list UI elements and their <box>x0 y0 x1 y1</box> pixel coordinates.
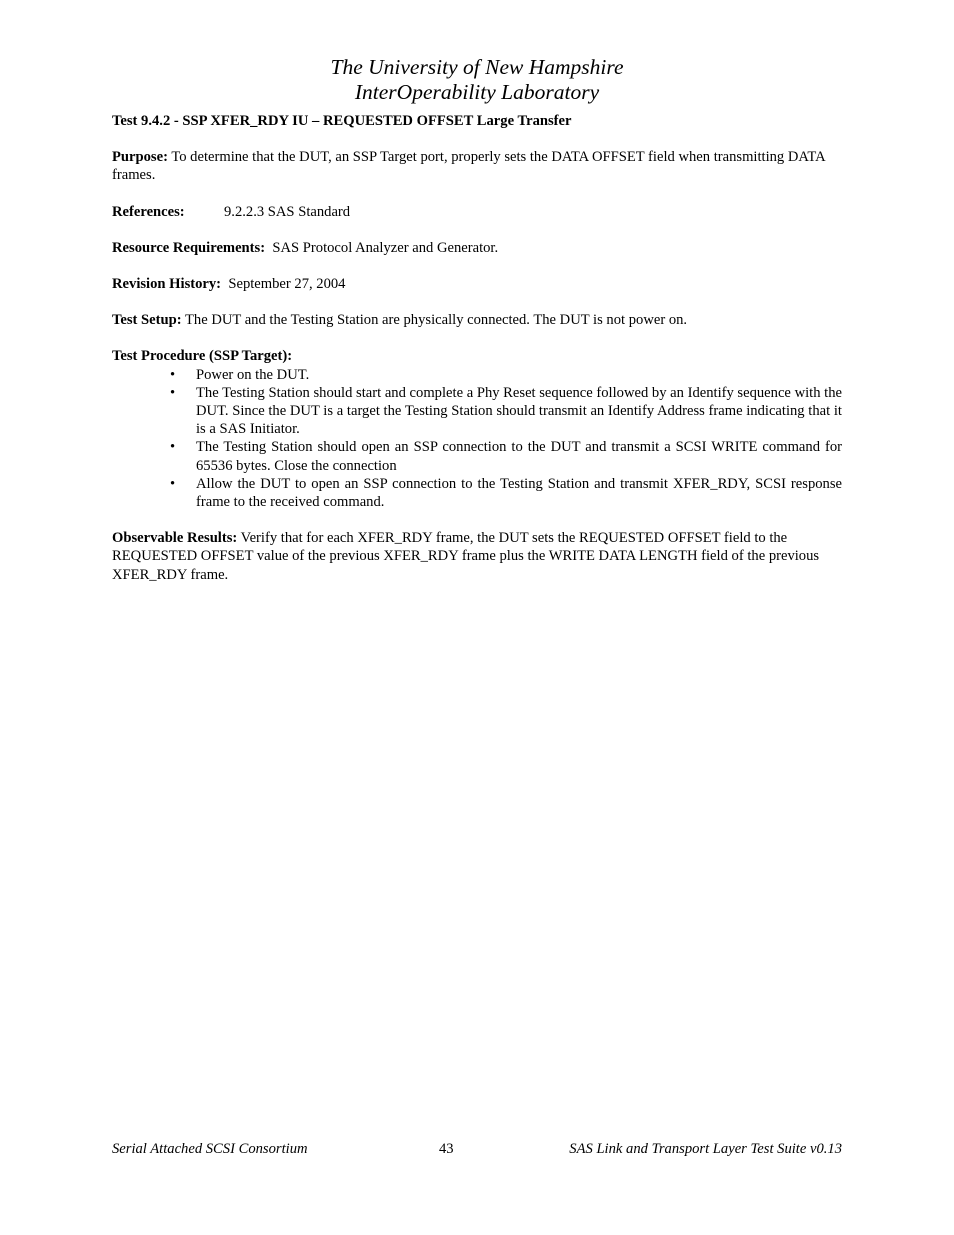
header-lab: InterOperability Laboratory <box>354 80 600 104</box>
results-section <box>112 529 842 584</box>
procedure-step <box>112 366 842 384</box>
procedure-heading: Test Procedure (SSP Target): <box>112 348 293 365</box>
procedure-step <box>112 438 842 474</box>
setup-section <box>112 311 842 329</box>
header-institution: The University of New Hampshire <box>330 55 624 79</box>
test-title: Test 9.4.2 - SSP XFER_RDY IU – REQUESTED OFFSET Large Transfer <box>112 113 572 129</box>
page-header <box>0 55 954 105</box>
purpose-section <box>112 148 842 184</box>
page-footer <box>112 1140 842 1160</box>
resources-text: SAS Protocol Analyzer and Generator. <box>265 239 499 256</box>
bullet-icon: • <box>170 439 176 456</box>
purpose-text: To determine that the DUT, an SSP Target port, properly sets the DATA OFFSET field when transmitting DATA frames. <box>112 149 825 184</box>
procedure-step-text: The Testing Station should start and complete a Phy Reset sequence followed by an Identify sequence with the DUT. Since the DUT is a target the Testing Station should transmit an Identify Address frame indicating that it is a SAS Initiator. <box>196 384 842 438</box>
revision-section <box>112 275 842 293</box>
procedure-step-text: Power on the DUT. <box>196 366 310 383</box>
footer-consortium: Serial Attached SCSI Consortium <box>112 1141 308 1157</box>
revision-label: Revision History: <box>112 276 222 293</box>
procedure-step-text: The Testing Station should open an SSP connection to the DUT and transmit a SCSI WRITE command for 65536 bytes. Close the connection <box>196 439 842 474</box>
references-text: 9.2.2.3 SAS Standard <box>224 203 351 220</box>
procedure-list <box>112 366 842 512</box>
purpose-label: Purpose: <box>112 149 168 166</box>
procedure-step-text: Allow the DUT to open an SSP connection to the Testing Station and transmit XFER_RDY, SCSI response frame to the received command. <box>196 475 842 511</box>
results-label: Observable Results: <box>112 530 238 547</box>
procedure-step <box>112 384 842 439</box>
bullet-icon: • <box>170 384 176 401</box>
resources-section <box>112 239 842 257</box>
references-section <box>112 203 842 221</box>
test-description <box>112 112 842 602</box>
footer-document-title: SAS Link and Transport Layer Test Suite v0.13 <box>569 1141 842 1157</box>
revision-text: September 27, 2004 <box>221 276 346 293</box>
resources-label: Resource Requirements: <box>112 239 266 256</box>
procedure-step <box>112 475 842 511</box>
bullet-icon: • <box>170 366 176 383</box>
setup-label: Test Setup: <box>112 312 182 329</box>
bullet-icon: • <box>170 475 176 492</box>
references-label: References: <box>112 203 185 220</box>
results-text: Verify that for each XFER_RDY frame, the DUT sets the REQUESTED OFFSET field to the REQUESTED OFFSET value of the previous XFER_RDY frame plus the WRITE DATA LENGTH field of the previous XFER_RDY frame. <box>112 530 820 583</box>
setup-text: The DUT and the Testing Station are physically connected. The DUT is not power on. <box>181 312 688 329</box>
page-number: 43 <box>439 1141 454 1157</box>
